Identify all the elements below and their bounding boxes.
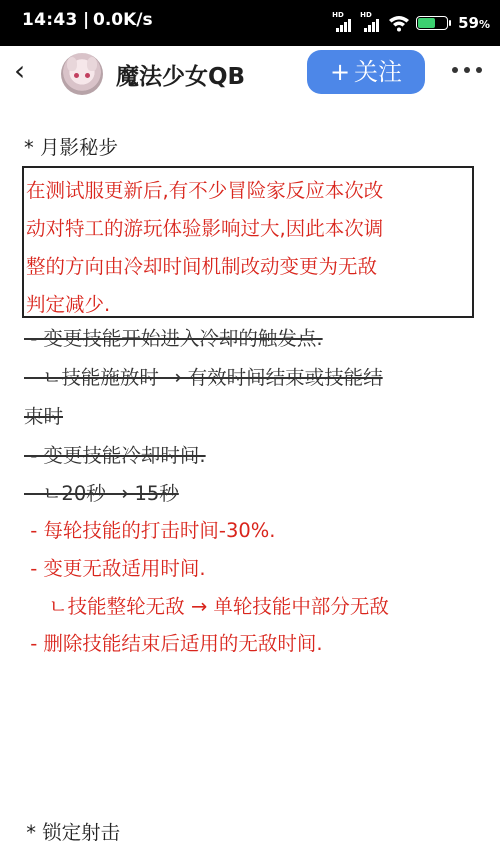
clock: 14:43 [22, 10, 78, 30]
struck-line: ㄴ技能施放时 → 有效时间结束或技能结 [24, 366, 383, 389]
battery-icon [416, 14, 452, 32]
wifi-icon [388, 14, 410, 32]
section-title: * 锁定射击 [20, 821, 121, 844]
change-line: - 变更无敌适用时间. [24, 557, 206, 580]
back-icon[interactable]: ‹ [14, 54, 26, 87]
signal-icon [360, 11, 382, 32]
notice-line: 在测试服更新后,有不少冒险家反应本次改 [26, 179, 384, 202]
struck-line: - 变更技能开始进入冷却的触发点. [24, 327, 323, 350]
status-separator: | [83, 10, 90, 30]
change-line: - 删除技能结束后适用的无敌时间. [24, 632, 323, 655]
top-bar [0, 46, 500, 100]
follow-label: 关注 [354, 58, 403, 86]
section-title: * 月影秘步 [24, 136, 118, 159]
plus-icon: + [329, 58, 351, 86]
battery-percent: 59% [458, 14, 490, 32]
notice-line: 判定减少. [26, 293, 111, 316]
more-options-icon[interactable] [452, 58, 492, 82]
page-title[interactable]: 魔法少女QB [116, 64, 246, 90]
signal-hd-label: HD [332, 11, 344, 19]
struck-line: 束时 [24, 405, 64, 428]
notice-line: 动对特工的游玩体验影响过大,因此本次调 [26, 217, 384, 240]
follow-button[interactable] [307, 50, 425, 94]
status-bar [0, 0, 500, 46]
struck-line: ㄴ20秒 → 15秒 [24, 482, 179, 505]
status-icons [332, 11, 490, 35]
network-speed: 0.0K/s [93, 10, 153, 30]
struck-line: - 变更技能冷却时间. [24, 444, 206, 467]
change-line: - 每轮技能的打击时间-30%. [24, 519, 276, 542]
notice-line: 整的方向由冷却时间机制改动变更为无敌 [26, 255, 378, 278]
change-line: ㄴ技能整轮无敌 → 单轮技能中部分无敌 [24, 595, 389, 618]
notice-box [22, 166, 474, 318]
signal-icon [332, 11, 354, 32]
avatar[interactable] [61, 53, 103, 95]
signal-hd-label: HD [360, 11, 372, 19]
